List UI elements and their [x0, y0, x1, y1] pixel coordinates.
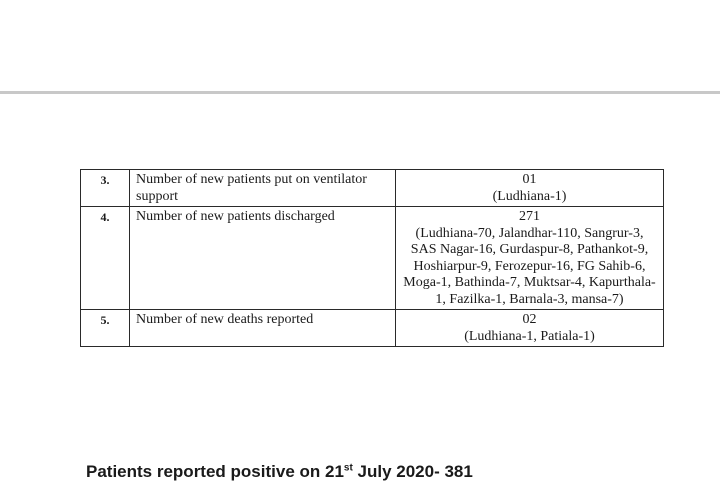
- section-heading: [86, 462, 473, 482]
- row-details: (Ludhiana-1): [492, 188, 567, 204]
- row-value: [396, 310, 664, 347]
- table-row: [81, 207, 664, 310]
- serial-number: 5.: [81, 310, 130, 347]
- row-description: Number of new deaths reported: [130, 310, 396, 347]
- serial-number: 3.: [81, 170, 130, 207]
- row-details: (Ludhiana-70, Jalandhar-110, Sangrur-3, SAS Nagar-16, Gurdaspur-8, Pathankot-9, Hoshiarpur-9, Ferozepur-16, FG Sahib-6, Moga-1, Bathinda-7, Muktsar-4, Kapurthala-1, Fazilka-1, Barnala-3, mansa-7): [403, 225, 656, 307]
- row-description: Number of new patients discharged: [130, 207, 396, 310]
- table-row: [81, 170, 664, 207]
- row-count: 01: [522, 172, 537, 187]
- page-divider: [0, 91, 720, 94]
- section-heading-superscript: st: [343, 462, 353, 474]
- row-description: Number of new patients put on ventilator support: [130, 170, 396, 207]
- row-count: 02: [522, 312, 537, 327]
- report-table: [80, 169, 664, 347]
- section-heading-prefix: Patients reported positive on 21: [86, 462, 344, 481]
- table-row: [81, 310, 664, 347]
- section-heading-suffix: July 2020- 381: [352, 462, 473, 481]
- row-count: 271: [519, 209, 540, 224]
- row-value: [396, 207, 664, 310]
- row-value: [396, 170, 664, 207]
- serial-number: 4.: [81, 207, 130, 310]
- row-details: (Ludhiana-1, Patiala-1): [464, 328, 595, 344]
